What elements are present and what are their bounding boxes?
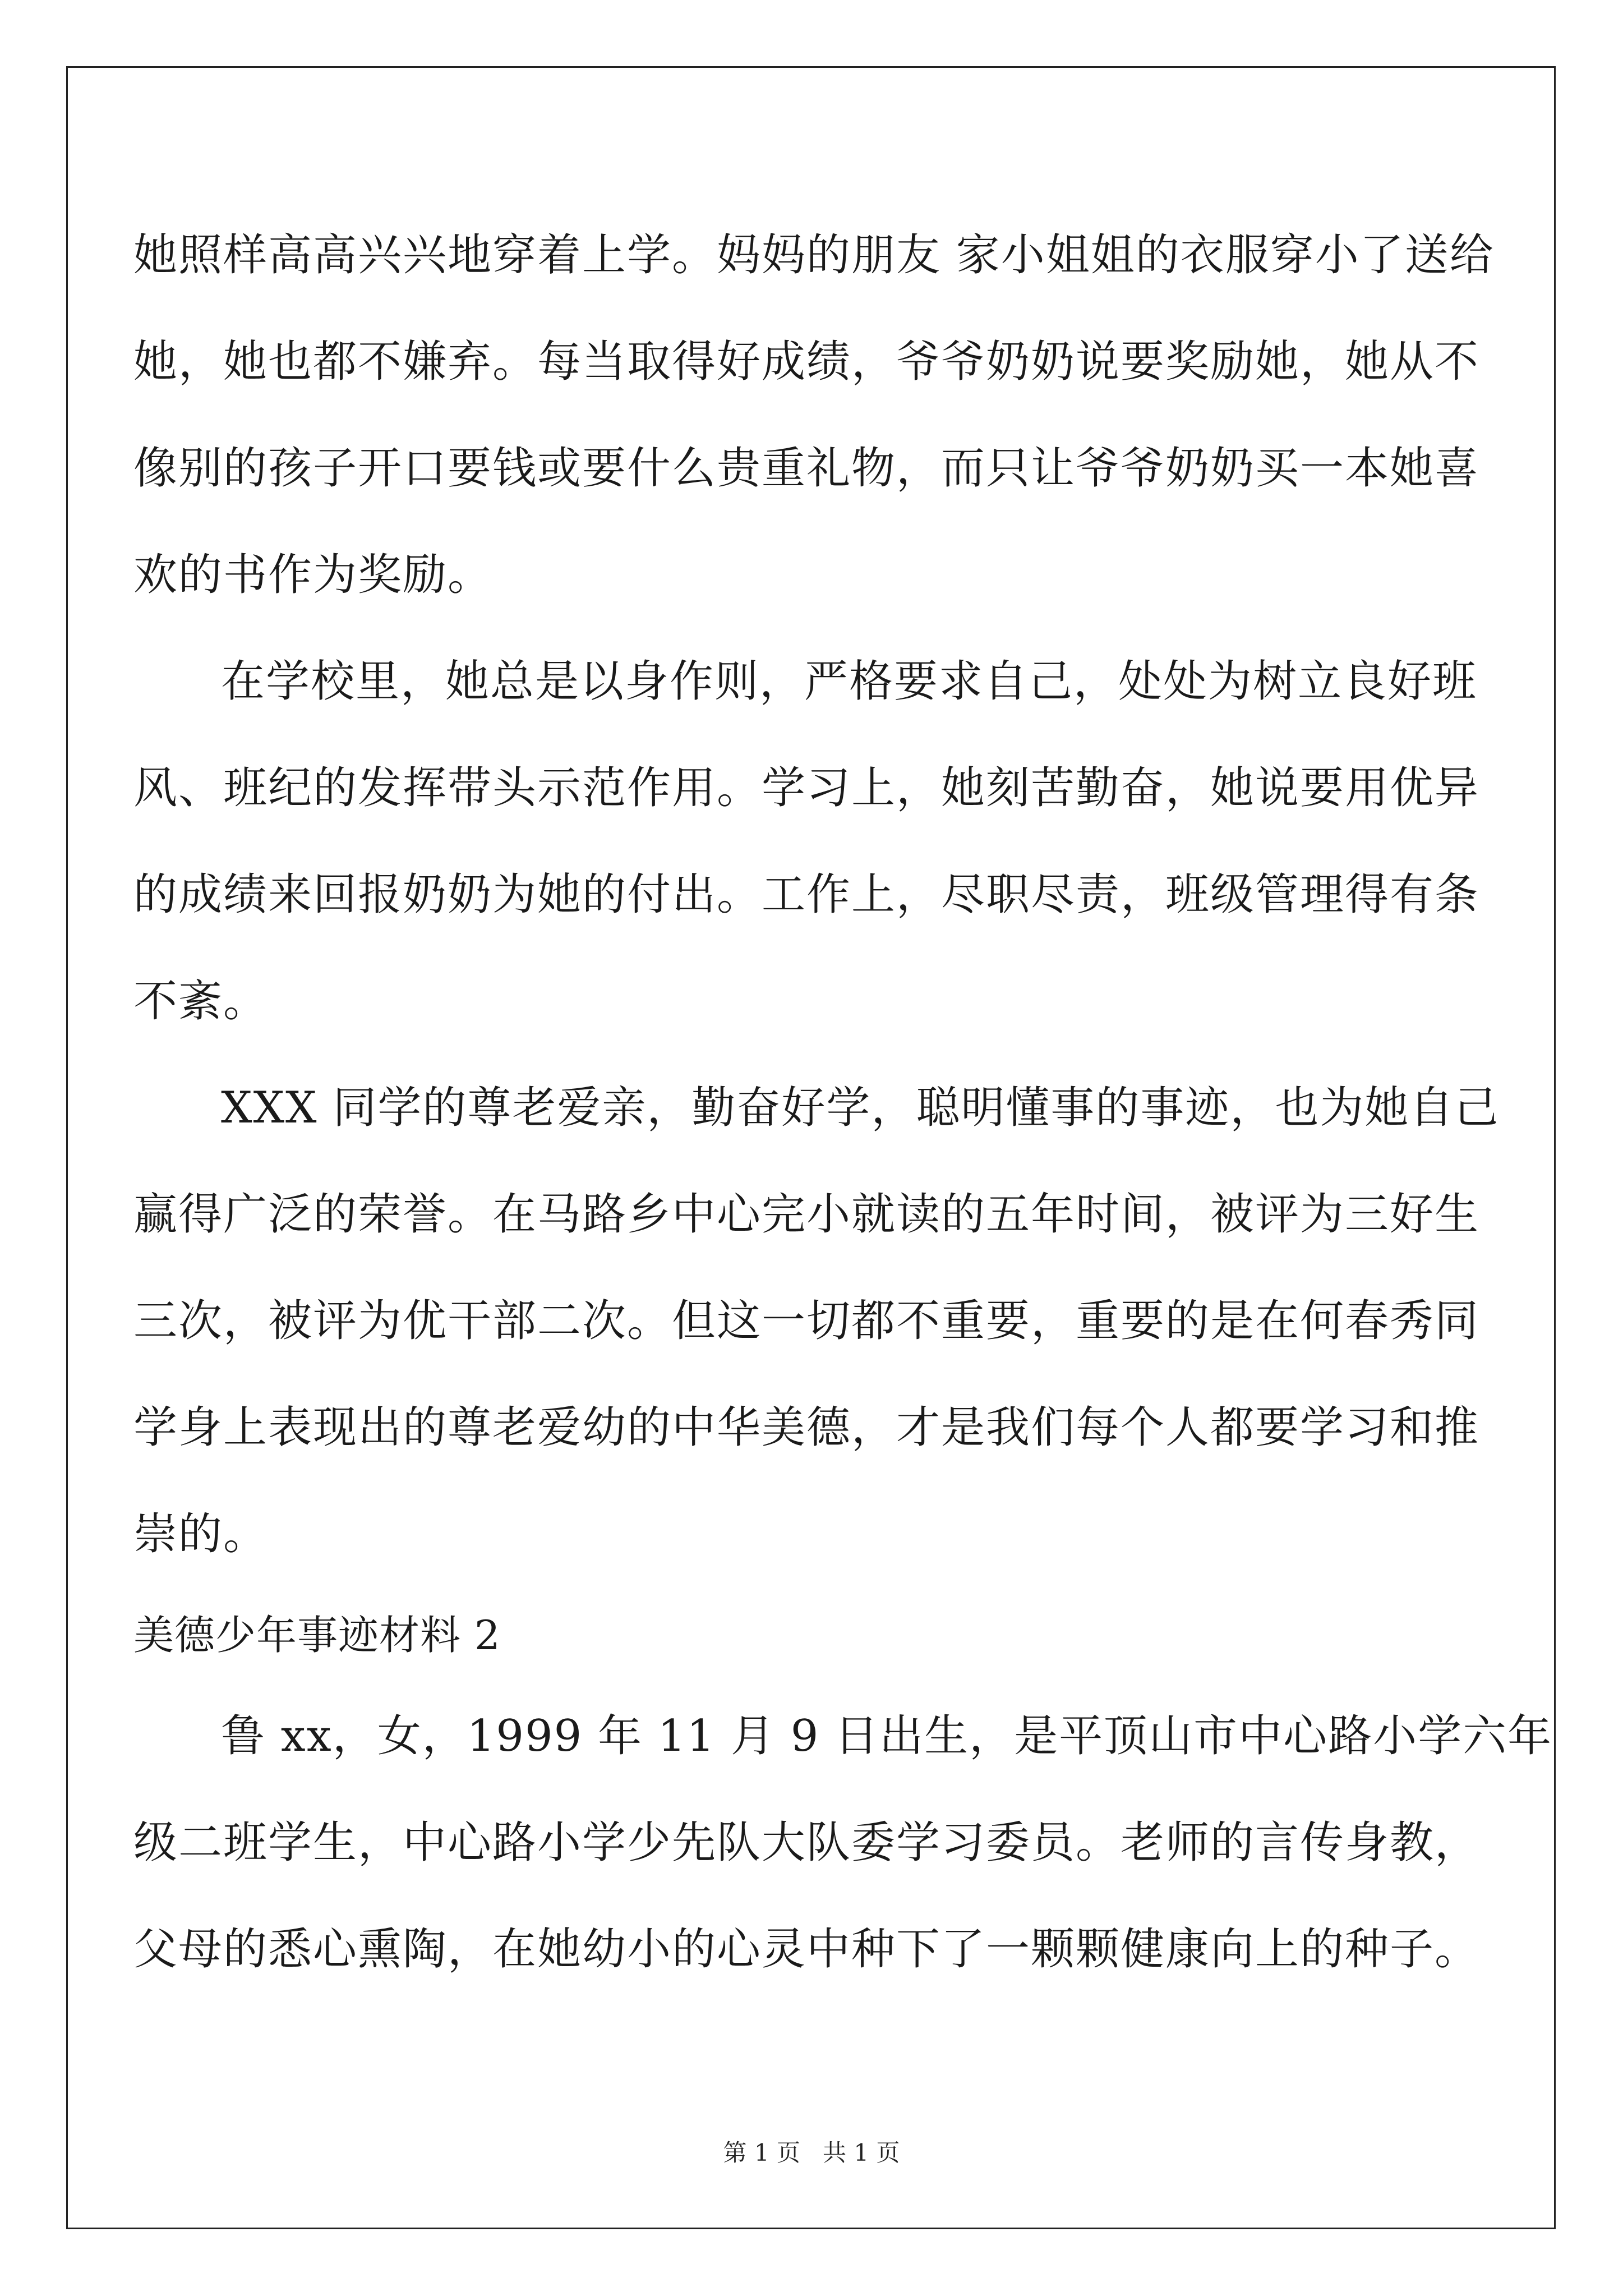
- paragraph: [133, 202, 1495, 628]
- text-line: 鲁 xx，女，1999 年 11 月 9 日出生，是平顶山市中心路小学六年: [221, 1711, 1553, 1761]
- text-line: 级二班学生，中心路小学少先队大队委学习委员。老师的言传身教，: [133, 1818, 1480, 1868]
- text-line: 风、班纪的发挥带头示范作用。学习上，她刻苦勤奋，她说要用优异: [133, 763, 1480, 813]
- text-line: 欢的书作为奖励。: [133, 550, 493, 600]
- section-heading: 美德少年事迹材料 2: [133, 1612, 501, 1659]
- text-line: 三次，被评为优干部二次。但这一切都不重要，重要的是在何春秀同: [133, 1296, 1480, 1346]
- text-line: 父母的悉心熏陶，在她幼小的心灵中种下了一颗颗健康向上的种子。: [133, 1924, 1480, 1975]
- paragraph: [133, 628, 1480, 1055]
- text-line: 在学校里，她总是以身作则，严格要求自己，处处为树立良好班: [221, 656, 1478, 707]
- text-line: 不紊。: [133, 976, 269, 1027]
- text-line: 她照样高高兴兴地穿着上学。妈妈的朋友 家小姐姐的衣服穿小了送给: [133, 230, 1495, 280]
- text-line: 她，她也都不嫌弃。每当取得好成绩，爷爷奶奶说要奖励她，她从不: [133, 337, 1480, 387]
- text-line: XXX 同学的尊老爱亲，勤奋好学，聪明懂事的事迹，也为她自己: [221, 1083, 1500, 1133]
- paragraph: [133, 1055, 1500, 1588]
- text-line: 像别的孩子开口要钱或要什么贵重礼物，而只让爷爷奶奶买一本她喜: [133, 443, 1480, 494]
- text-line: 崇的。: [133, 1509, 269, 1559]
- text-line: 学身上表现出的尊老爱幼的中华美德，才是我们每个人都要学习和推: [133, 1402, 1480, 1453]
- document-body: [133, 202, 1553, 2003]
- text-line: 赢得广泛的荣誉。在马路乡中心完小就读的五年时间，被评为三好生: [133, 1189, 1480, 1240]
- page-number: 第 1 页 共 1 页: [723, 2139, 900, 2166]
- paragraph: [133, 1683, 1553, 2003]
- text-line: 的成绩来回报奶奶为她的付出。工作上，尽职尽责，班级管理得有条: [133, 869, 1480, 920]
